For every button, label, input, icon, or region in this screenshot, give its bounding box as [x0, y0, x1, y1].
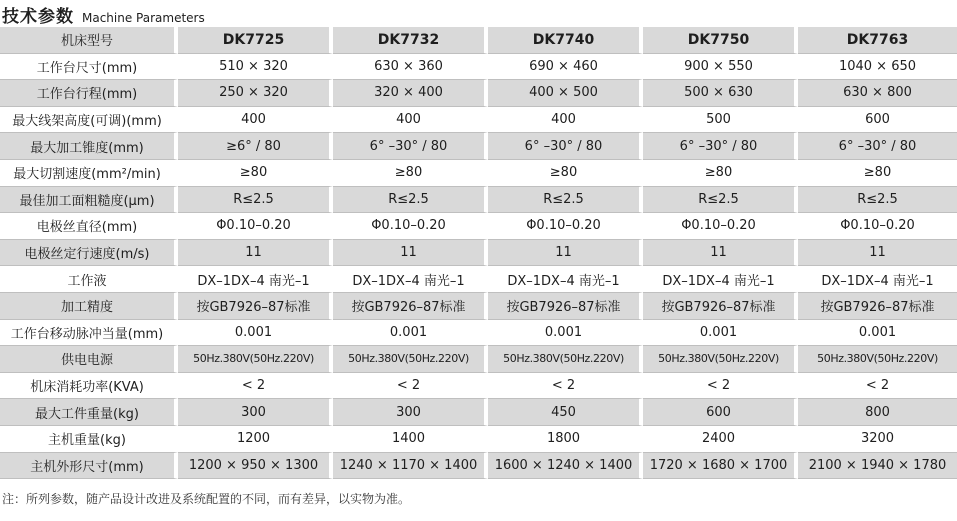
title-chinese: 技术参数 [2, 7, 74, 27]
table-cell: DX–1DX–4 南光–1 [333, 266, 488, 293]
table-cell: 按GB7926–87标准 [333, 293, 488, 320]
row-label: 最大切割速度(mm²/min) [0, 160, 178, 187]
table-cell: 50Hz.380V(50Hz.220V) [178, 346, 333, 373]
row-label: 主机重量(kg) [0, 426, 178, 453]
table-cell: 400 × 500 [488, 80, 643, 107]
table-cell: 690 × 460 [488, 54, 643, 81]
table-cell: R≤2.5 [643, 187, 798, 214]
table-cell: 0.001 [488, 320, 643, 347]
table-cell: 1400 [333, 426, 488, 453]
parameters-table [0, 27, 957, 479]
table-row [0, 240, 957, 267]
table-cell: DX–1DX–4 南光–1 [178, 266, 333, 293]
table-cell: 50Hz.380V(50Hz.220V) [333, 346, 488, 373]
table-cell: 500 × 630 [643, 80, 798, 107]
table-cell: 1240 × 1170 × 1400 [333, 453, 488, 480]
model-header: DK7750 [643, 27, 798, 54]
page-title [2, 2, 205, 27]
row-label: 机床消耗功率(KVA) [0, 373, 178, 400]
table-cell: 600 [643, 399, 798, 426]
table-cell: 320 × 400 [333, 80, 488, 107]
table-cell: 300 [333, 399, 488, 426]
table-cell: < 2 [798, 373, 957, 400]
table-row [0, 293, 957, 320]
table-header-row [0, 27, 957, 54]
row-label: 最大加工锥度(mm) [0, 133, 178, 160]
table-cell: 300 [178, 399, 333, 426]
table-cell: 11 [488, 240, 643, 267]
row-label: 工作台尺寸(mm) [0, 54, 178, 81]
table-row [0, 160, 957, 187]
row-label: 工作液 [0, 266, 178, 293]
table-row [0, 107, 957, 134]
table-cell: 2400 [643, 426, 798, 453]
row-label: 工作台移动脉冲当量(mm) [0, 320, 178, 347]
table-cell: ≥80 [643, 160, 798, 187]
table-cell: 600 [798, 107, 957, 134]
header-label: 机床型号 [0, 27, 178, 54]
table-row [0, 133, 957, 160]
row-label: 最大工件重量(kg) [0, 399, 178, 426]
table-cell: 0.001 [643, 320, 798, 347]
table-cell: 400 [488, 107, 643, 134]
table-cell: 450 [488, 399, 643, 426]
table-cell: 0.001 [178, 320, 333, 347]
table-cell: 按GB7926–87标准 [798, 293, 957, 320]
table-cell: DX–1DX–4 南光–1 [798, 266, 957, 293]
table-cell: R≤2.5 [488, 187, 643, 214]
table-cell: Φ0.10–0.20 [798, 213, 957, 240]
table-cell: 250 × 320 [178, 80, 333, 107]
table-cell: 630 × 360 [333, 54, 488, 81]
table-cell: Φ0.10–0.20 [643, 213, 798, 240]
table-cell: Φ0.10–0.20 [333, 213, 488, 240]
table-cell: 800 [798, 399, 957, 426]
table-cell: 11 [333, 240, 488, 267]
table-cell: 2100 × 1940 × 1780 [798, 453, 957, 480]
table-row [0, 426, 957, 453]
table-cell: 按GB7926–87标准 [488, 293, 643, 320]
table-cell: 1040 × 650 [798, 54, 957, 81]
row-label: 电极丝定行速度(m/s) [0, 240, 178, 267]
title-english: Machine Parameters [82, 11, 205, 25]
table-cell: Φ0.10–0.20 [488, 213, 643, 240]
table-row [0, 213, 957, 240]
row-label: 工作台行程(mm) [0, 80, 178, 107]
table-cell: 11 [798, 240, 957, 267]
footnote: 注：所列参数，随产品设计改进及系统配置的不同，而有差异，以实物为准。 [2, 492, 411, 506]
table-cell: 1200 [178, 426, 333, 453]
table-cell: ≥80 [333, 160, 488, 187]
table-cell: 按GB7926–87标准 [643, 293, 798, 320]
table-cell: 1800 [488, 426, 643, 453]
table-cell: DX–1DX–4 南光–1 [643, 266, 798, 293]
table-cell: DX–1DX–4 南光–1 [488, 266, 643, 293]
row-label: 最大线架高度(可调)(mm) [0, 107, 178, 134]
row-label: 主机外形尺寸(mm) [0, 453, 178, 480]
table-row [0, 187, 957, 214]
table-cell: 50Hz.380V(50Hz.220V) [798, 346, 957, 373]
table-row [0, 80, 957, 107]
table-cell: 11 [643, 240, 798, 267]
table-cell: 630 × 800 [798, 80, 957, 107]
table-cell: R≤2.5 [798, 187, 957, 214]
table-cell: R≤2.5 [178, 187, 333, 214]
table-cell: R≤2.5 [333, 187, 488, 214]
table-cell: 3200 [798, 426, 957, 453]
row-label: 加工精度 [0, 293, 178, 320]
table-cell: 400 [333, 107, 488, 134]
table-cell: 50Hz.380V(50Hz.220V) [643, 346, 798, 373]
model-header: DK7763 [798, 27, 957, 54]
table-cell: 按GB7926–87标准 [178, 293, 333, 320]
row-label: 电极丝直径(mm) [0, 213, 178, 240]
table-cell: 6° –30° / 80 [333, 133, 488, 160]
table-cell: 400 [178, 107, 333, 134]
table-cell: ≥6° / 80 [178, 133, 333, 160]
table-cell: Φ0.10–0.20 [178, 213, 333, 240]
table-cell: ≥80 [178, 160, 333, 187]
table-cell: 6° –30° / 80 [798, 133, 957, 160]
row-label: 供电电源 [0, 346, 178, 373]
table-row [0, 453, 957, 480]
table-cell: 6° –30° / 80 [643, 133, 798, 160]
row-label: 最佳加工面粗糙度(μm) [0, 187, 178, 214]
table-cell: ≥80 [798, 160, 957, 187]
table-cell: < 2 [178, 373, 333, 400]
table-cell: 11 [178, 240, 333, 267]
table-cell: 50Hz.380V(50Hz.220V) [488, 346, 643, 373]
table-cell: 1720 × 1680 × 1700 [643, 453, 798, 480]
table-cell: 500 [643, 107, 798, 134]
table-row [0, 346, 957, 373]
table-cell: 1600 × 1240 × 1400 [488, 453, 643, 480]
table-cell: < 2 [333, 373, 488, 400]
table-cell: 510 × 320 [178, 54, 333, 81]
table-row [0, 54, 957, 81]
table-cell: 1200 × 950 × 1300 [178, 453, 333, 480]
table-row [0, 266, 957, 293]
table-cell: 900 × 550 [643, 54, 798, 81]
model-header: DK7732 [333, 27, 488, 54]
table-cell: 6° –30° / 80 [488, 133, 643, 160]
model-header: DK7725 [178, 27, 333, 54]
table-cell: 0.001 [333, 320, 488, 347]
table-cell: ≥80 [488, 160, 643, 187]
table-row [0, 373, 957, 400]
table-row [0, 399, 957, 426]
table-cell: < 2 [643, 373, 798, 400]
table-cell: 0.001 [798, 320, 957, 347]
table-cell: < 2 [488, 373, 643, 400]
table-row [0, 320, 957, 347]
model-header: DK7740 [488, 27, 643, 54]
